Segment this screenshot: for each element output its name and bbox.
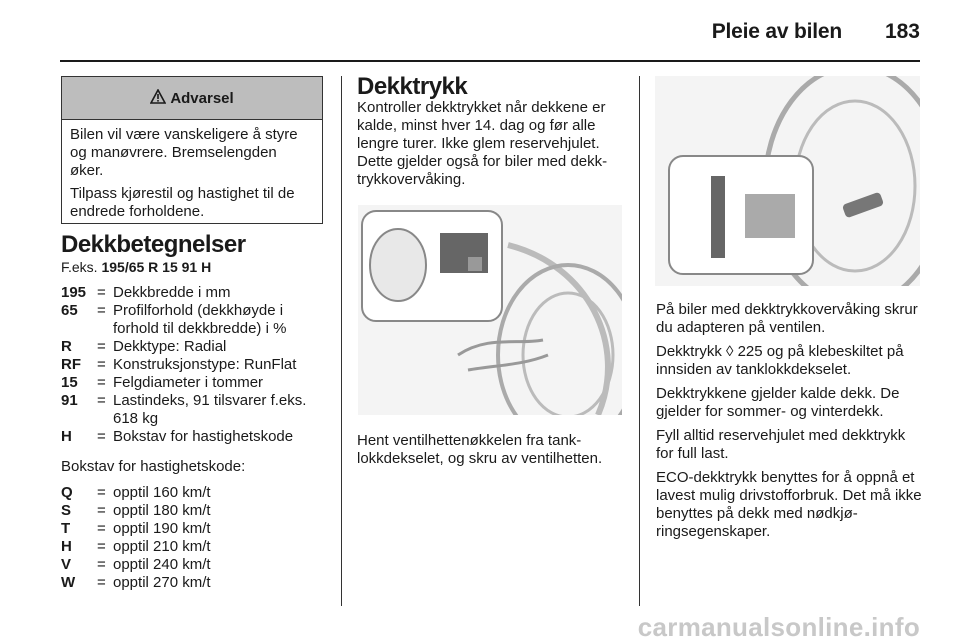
fuel-flap-valve-image: [358, 205, 622, 415]
dekktrykk-intro: Kontroller dekktrykket når dekkene er kalde, minst hver 14. dag og før alle lengre turer. Ikke glem reservehjulet. Dette gjelder også for biler med dekk-trykkovervåking.: [357, 99, 608, 188]
definition-key: H: [61, 538, 72, 555]
dekktrykk-caption: Hent ventilhettenøkkelen fra tank-lokkdekselet, og skru av ventilhetten.: [357, 432, 603, 467]
definition-equals: =: [97, 574, 106, 591]
definition-equals: =: [97, 428, 106, 445]
definition-row: [61, 374, 333, 392]
warning-header: [62, 77, 322, 120]
watermark: carmanualsonline.info: [637, 612, 920, 642]
definition-key: T: [61, 520, 71, 537]
definition-equals: =: [97, 502, 106, 519]
definition-row: [61, 538, 333, 556]
definition-equals: =: [97, 392, 106, 409]
definition-text: opptil 160 km/t: [113, 484, 211, 501]
paragraph: Dekktrykk ◊ 225 og på klebeskiltet på innsiden av tanklokkdekselet.: [656, 343, 904, 378]
definition-row: [61, 392, 333, 428]
definition-row: [61, 356, 333, 374]
section-heading: Dekktrykk: [357, 73, 468, 100]
tire-code-list: [61, 284, 333, 446]
definition-row: [61, 574, 333, 592]
right-column-text: [656, 301, 922, 547]
definition-equals: =: [97, 520, 106, 537]
definition-equals: =: [97, 302, 106, 319]
definition-text: Dekkbredde i mm: [113, 284, 231, 301]
definition-equals: =: [97, 338, 106, 355]
section-heading: Dekkbetegnelser: [61, 231, 246, 258]
definition-equals: =: [97, 484, 106, 501]
definition-key: W: [61, 574, 76, 591]
warning-box: [61, 76, 323, 224]
paragraph: Dekktrykkene gjelder kalde dekk. De gjelder for sommer- og vinterdekk.: [656, 385, 900, 420]
column-divider-1: [341, 76, 342, 606]
warning-heading: Advarsel: [170, 89, 234, 107]
definition-equals: =: [97, 356, 106, 373]
dekkbetegnelser-section: [61, 231, 333, 592]
definition-key: 65: [61, 302, 78, 319]
example-line: [61, 258, 333, 276]
definition-key: H: [61, 428, 72, 445]
definition-row: [61, 520, 333, 538]
definition-text: Dekktype: Radial: [113, 338, 227, 355]
definition-row: [61, 284, 333, 302]
speed-code-list: [61, 484, 333, 592]
page-number: 183: [884, 20, 920, 43]
definition-row: [61, 338, 333, 356]
warning-icon: [150, 89, 166, 108]
definition-text: opptil 190 km/t: [113, 520, 211, 537]
definition-text: Bokstav for hastighetskode: [113, 428, 294, 445]
paragraph: På biler med dekktrykkovervåking skrur du adapteren på ventilen.: [656, 301, 918, 336]
header-rule: [60, 60, 920, 62]
definition-key: V: [61, 556, 72, 573]
paragraph: ECO-dekktrykk benyttes for å oppnå et lavest mulig drivstofforbruk. Det må ikke benyttes på dekk med nødkjø-ringsegenskaper.: [656, 469, 922, 540]
example-code: 195/65 R 15 91 H: [101, 259, 212, 275]
warning-paragraph: Bilen vil være vanskeligere å styre og manøvrere. Bremselengden øker.: [70, 126, 298, 179]
definition-equals: =: [97, 284, 106, 301]
definition-key: 15: [61, 374, 78, 391]
warning-paragraph: Tilpass kjørestil og hastighet til de endrede forholdene.: [70, 185, 295, 220]
column-divider-2: [639, 76, 640, 606]
definition-text: Konstruksjonstype: RunFlat: [113, 356, 297, 373]
definition-equals: =: [97, 374, 106, 391]
definition-key: 195: [61, 284, 87, 301]
definition-key: Q: [61, 484, 73, 501]
definition-key: S: [61, 502, 72, 519]
definition-text: opptil 180 km/t: [113, 502, 211, 519]
speed-intro: Bokstav for hastighetskode:: [61, 458, 246, 475]
page-title: Pleie av bilen: [711, 20, 842, 43]
adapter-valve-image: [655, 76, 920, 286]
definition-key: 91: [61, 392, 78, 409]
definition-row: [61, 428, 333, 446]
definition-key: R: [61, 338, 72, 355]
paragraph: Fyll alltid reservehjulet med dekktrykk for full last.: [656, 427, 906, 462]
dekktrykk-section: [357, 73, 629, 189]
definition-text: Felgdiameter i tommer: [113, 374, 264, 391]
page-header: [0, 0, 960, 62]
definition-row: [61, 302, 333, 338]
warning-body: [62, 120, 322, 221]
definition-equals: =: [97, 556, 106, 573]
definition-text: Profilforhold (dekkhøyde i forhold til dekkbredde) i %: [113, 302, 287, 337]
definition-row: [61, 484, 333, 502]
definition-key: RF: [61, 356, 81, 373]
definition-row: [61, 502, 333, 520]
definition-text: opptil 270 km/t: [113, 574, 211, 591]
example-prefix: F.eks.: [61, 259, 98, 275]
definition-text: opptil 210 km/t: [113, 538, 211, 555]
definition-row: [61, 556, 333, 574]
definition-text: Lastindeks, 91 tilsvarer f.eks. 618 kg: [113, 392, 307, 427]
definition-equals: =: [97, 538, 106, 555]
definition-text: opptil 240 km/t: [113, 556, 211, 573]
